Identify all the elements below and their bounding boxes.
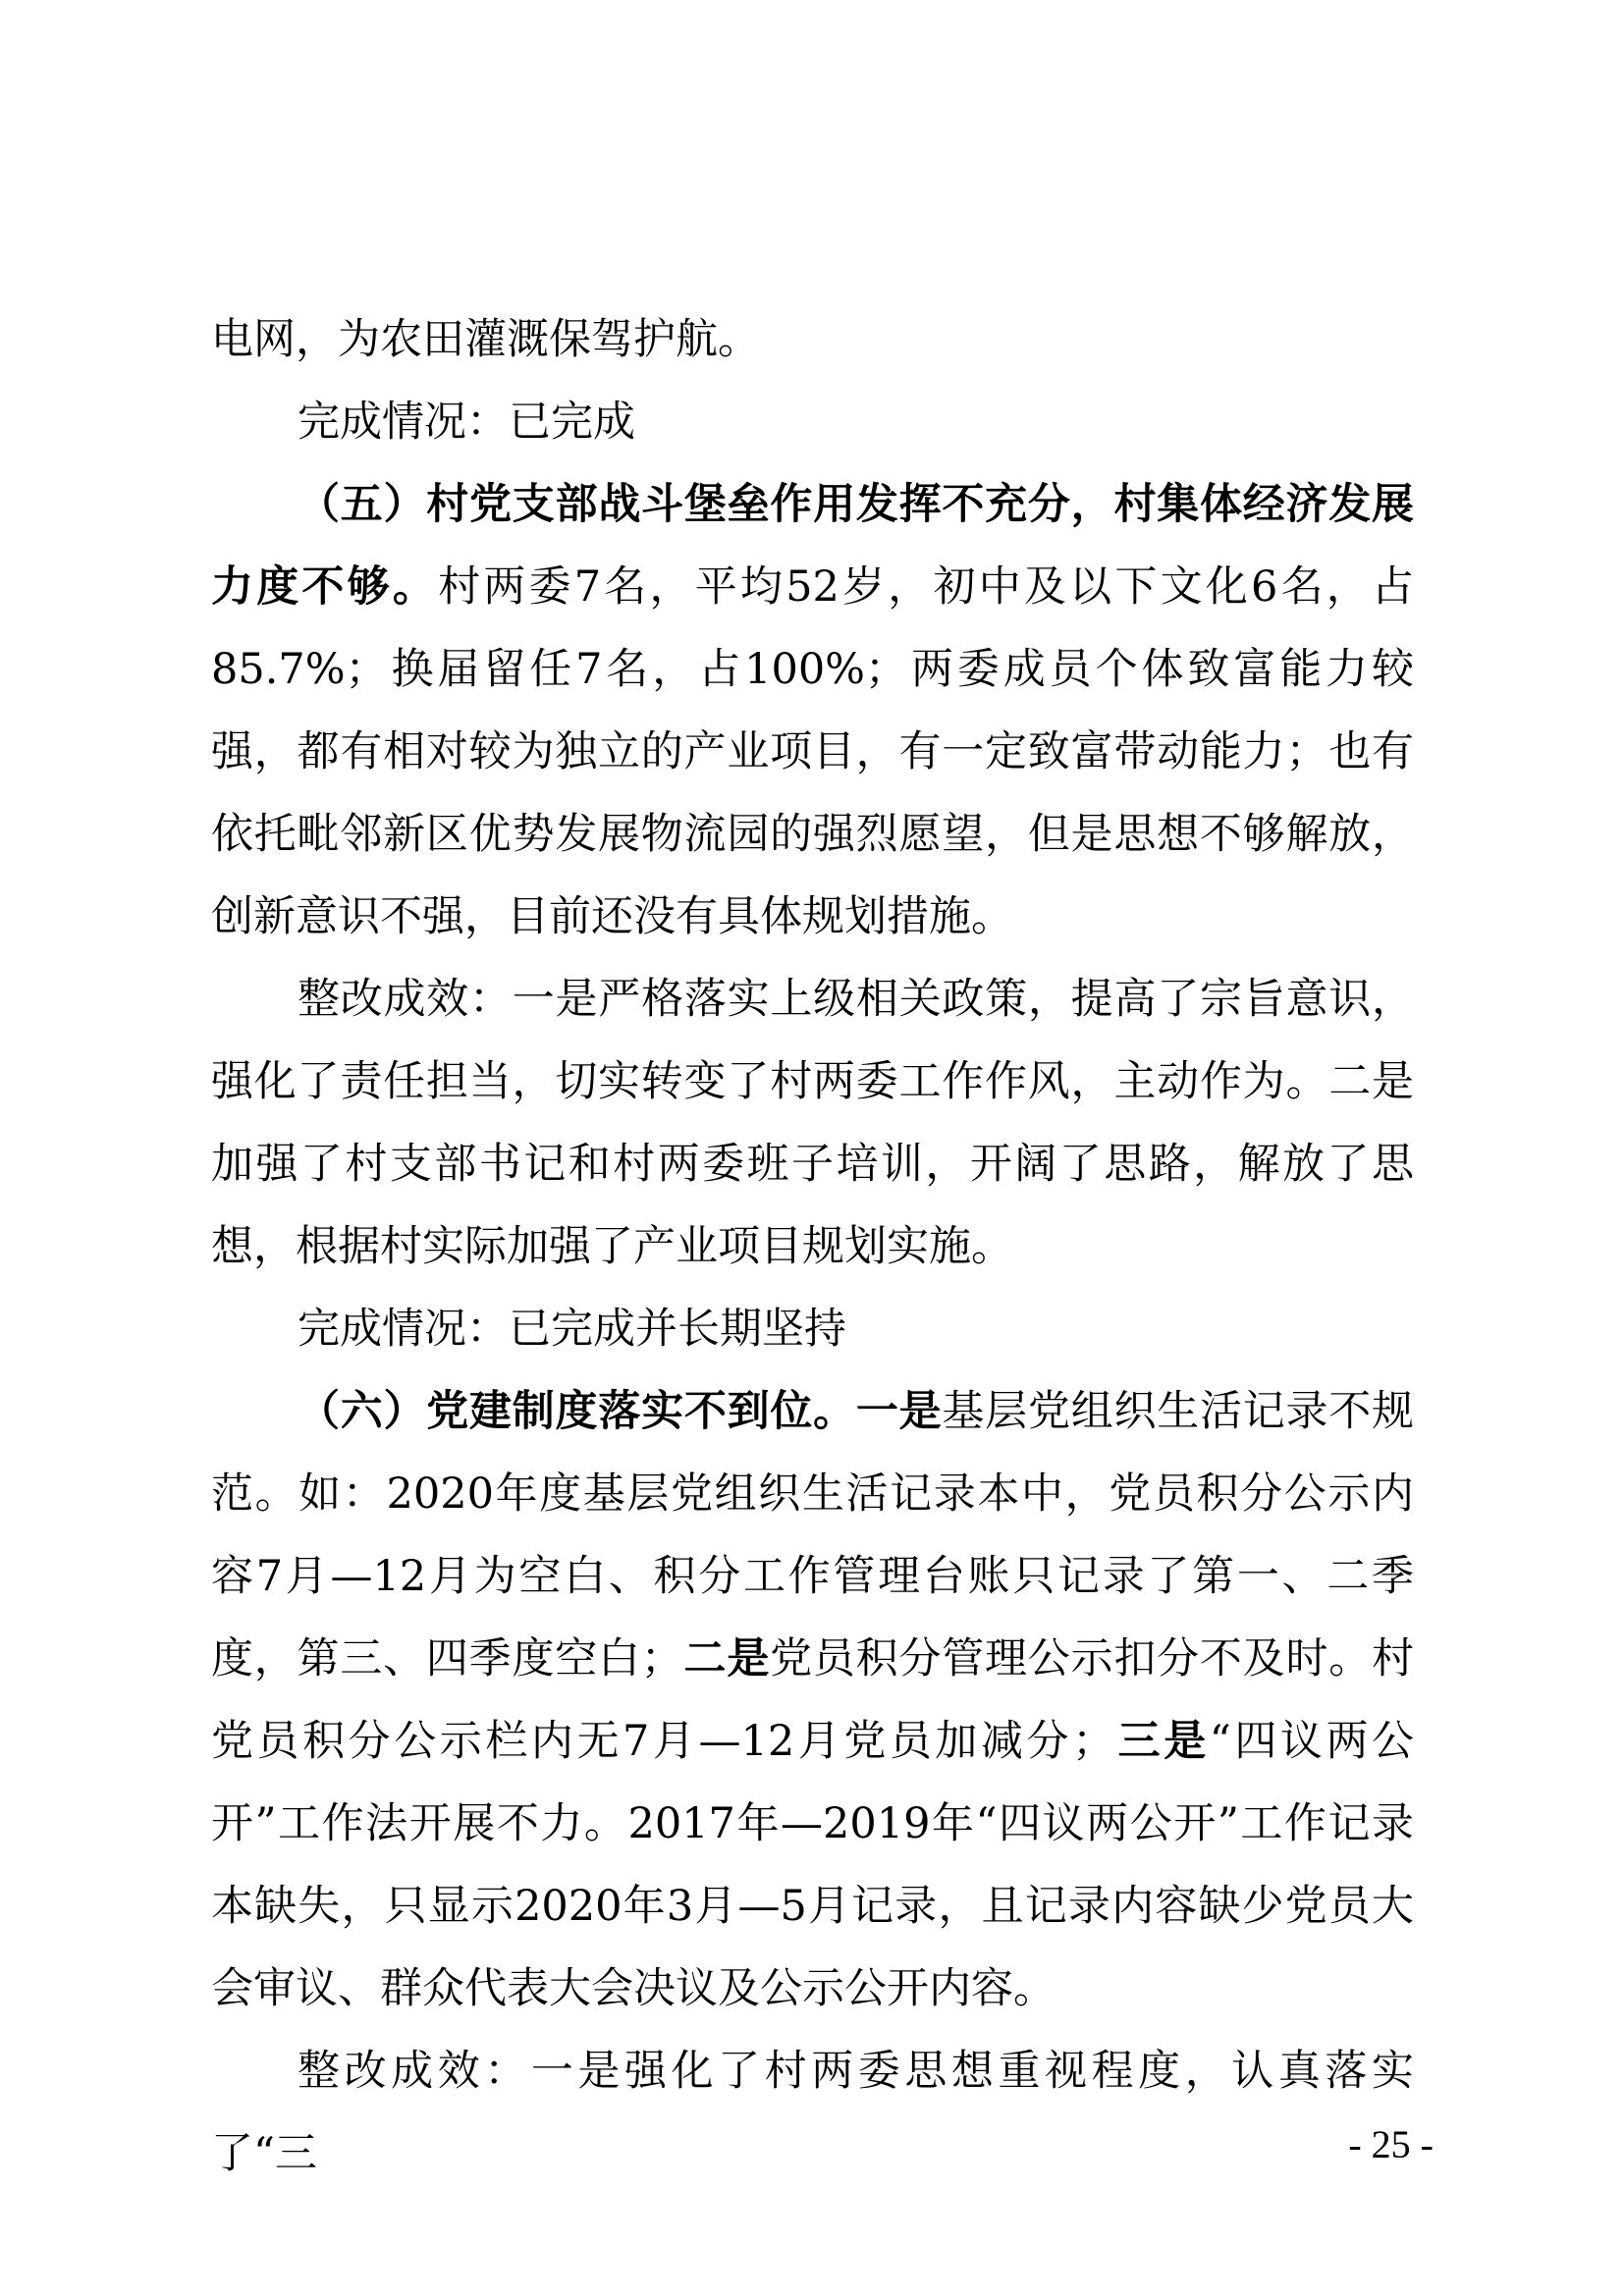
rectification-result-2: 整改成效：一是强化了村两委思想重视程度，认真落实了“三 bbox=[211, 2047, 1414, 2178]
issue-five-heading: （五）村党支部战斗堡垒作用发挥不充分，村集体经济发展力度不够。 bbox=[211, 480, 1414, 612]
issue-five-paragraph bbox=[211, 463, 1414, 958]
rectification-result-1: 整改成效：一是严格落实上级相关政策，提高了宗旨意识，强化了责任担当，切实转变了村两委工作作风，主动作为。二是加强了村支部书记和村两委班子培训，开阔了思路，解放了思想，根据村实际加强了产业项目规划实施。 bbox=[211, 975, 1414, 1271]
paragraph-continuation: 电网，为农田灌溉保驾护航。 bbox=[211, 315, 760, 364]
issue-six-marker-2: 二是 bbox=[682, 1634, 771, 1683]
issue-six-marker-1: 一是 bbox=[855, 1387, 943, 1436]
page-number: - 25 - bbox=[1348, 2122, 1434, 2166]
issue-six-body-1: 基层党组织生活记录不规范。如：2020年度基层党组织生活记录本中，党员积分公示内容7月—12月为空白、积分工作管理台账只记录了第一、二季度，第三、四季度空白； bbox=[211, 1387, 1415, 1683]
issue-five-body: 村两委7名，平均52岁，初中及以下文化6名，占85.7%；换届留任7名，占100%；两委成员个体致富能力较强，都有相对较为独立的产业项目，有一定致富带动能力；也有依托毗邻新区优势发展物流园的强烈愿望，但是思想不够解放，创新意识不强，目前还没有具体规划措施。 bbox=[211, 562, 1415, 941]
issue-six-paragraph bbox=[211, 1370, 1414, 2030]
completion-status-1: 完成情况：已完成 bbox=[298, 398, 635, 447]
issue-six-body-2: 党员积分管理公示扣分不及时。村党员积分公示栏内无7月—12月党员加减分； bbox=[211, 1634, 1415, 1766]
issue-six-marker-3: 三是 bbox=[1114, 1717, 1210, 1766]
issue-six-heading: （六）党建制度落实不到位。 bbox=[298, 1387, 856, 1436]
issue-six-body-3: “四议两公开”工作法开展不力。2017年—2019年“四议两公开”工作记录本缺失，只显示2020年3月—5月记录，且记录内容缺少党员大会审议、群众代表大会决议及公示公开内容。 bbox=[211, 1717, 1415, 2013]
completion-status-2: 完成情况：已完成并长期坚持 bbox=[298, 1305, 846, 1354]
body-text bbox=[211, 298, 1414, 2195]
